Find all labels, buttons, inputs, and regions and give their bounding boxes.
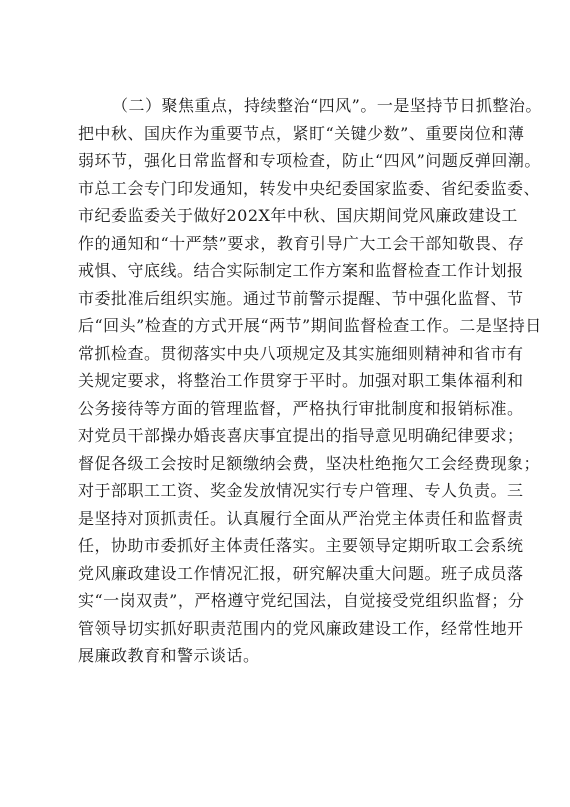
paragraph-line: 管领导切实抓好职责范围内的党风廉政建设工作，经常性地开 — [78, 618, 524, 638]
paragraph-line: 任，协助市委抓好主体责任落实。主要领导定期听取工会系统 — [78, 536, 524, 555]
paragraph-line: 后“回头”检查的方式开展“两节”期间监督检查工作。二是坚持日 — [78, 316, 542, 335]
paragraph-line: 弱环节，强化日常监督和专项检查，防止“四风”问题反弹回潮。 — [78, 151, 541, 170]
paragraph-line: 督促各级工会按时足额缴纳会费，坚决杜绝拖欠工会经费现象； — [78, 453, 541, 473]
paragraph-line: 对于部职工工资、奖金发放情况实行专户管理、专人负责。三 — [78, 481, 524, 500]
paragraph-line: 作的通知和“十严禁”要求，教育引导广大工会干部知敬畏、存 — [78, 233, 525, 253]
paragraph-line: 戒惧、守底线。结合实际制定工作方案和监督检查工作计划报 — [78, 261, 524, 280]
paragraph-line: 实“一岗双责”，严格遵守党纪国法，自觉接受党组织监督；分 — [78, 591, 525, 610]
paragraph-line: 市委批准后组织实施。通过节前警示提醒、节中强化监督、节 — [78, 288, 524, 308]
paragraph-line: 市纪委监委关于做好202X年中秋、国庆期间党风廉政建设工 — [78, 206, 518, 225]
paragraph-line: 展廉政教育和警示谈话。 — [78, 646, 260, 665]
paragraph-line: 公务接待等方面的管理监督，严格执行审批制度和报销标准。 — [78, 398, 524, 418]
paragraph-line: 党风廉政建设工作情况汇报，研究解决重大问题。班子成员落 — [78, 563, 524, 583]
paragraph-line: 常抓检查。贯彻落实中央八项规定及其实施细则精神和省市有 — [78, 343, 524, 363]
paragraph-line: （二）聚焦重点，持续整治“四风”。一是坚持节日抓整治。 — [112, 96, 542, 115]
body-paragraph — [78, 92, 542, 670]
paragraph-line: 对党员干部操办婚丧喜庆事宜提出的指导意见明确纪律要求； — [78, 426, 524, 445]
paragraph-line: 关规定要求，将整治工作贯穿于平时。加强对职工集体福利和 — [78, 371, 524, 390]
paragraph-line: 是坚持对顶抓责任。认真履行全面从严治党主体责任和监督责 — [78, 508, 524, 528]
paragraph-line: 把中秋、国庆作为重要节点，紧盯“关键少数”、重要岗位和薄 — [78, 123, 525, 143]
paragraph-line: 市总工会专门印发通知，转发中央纪委国家监委、省纪委监委、 — [78, 178, 541, 198]
